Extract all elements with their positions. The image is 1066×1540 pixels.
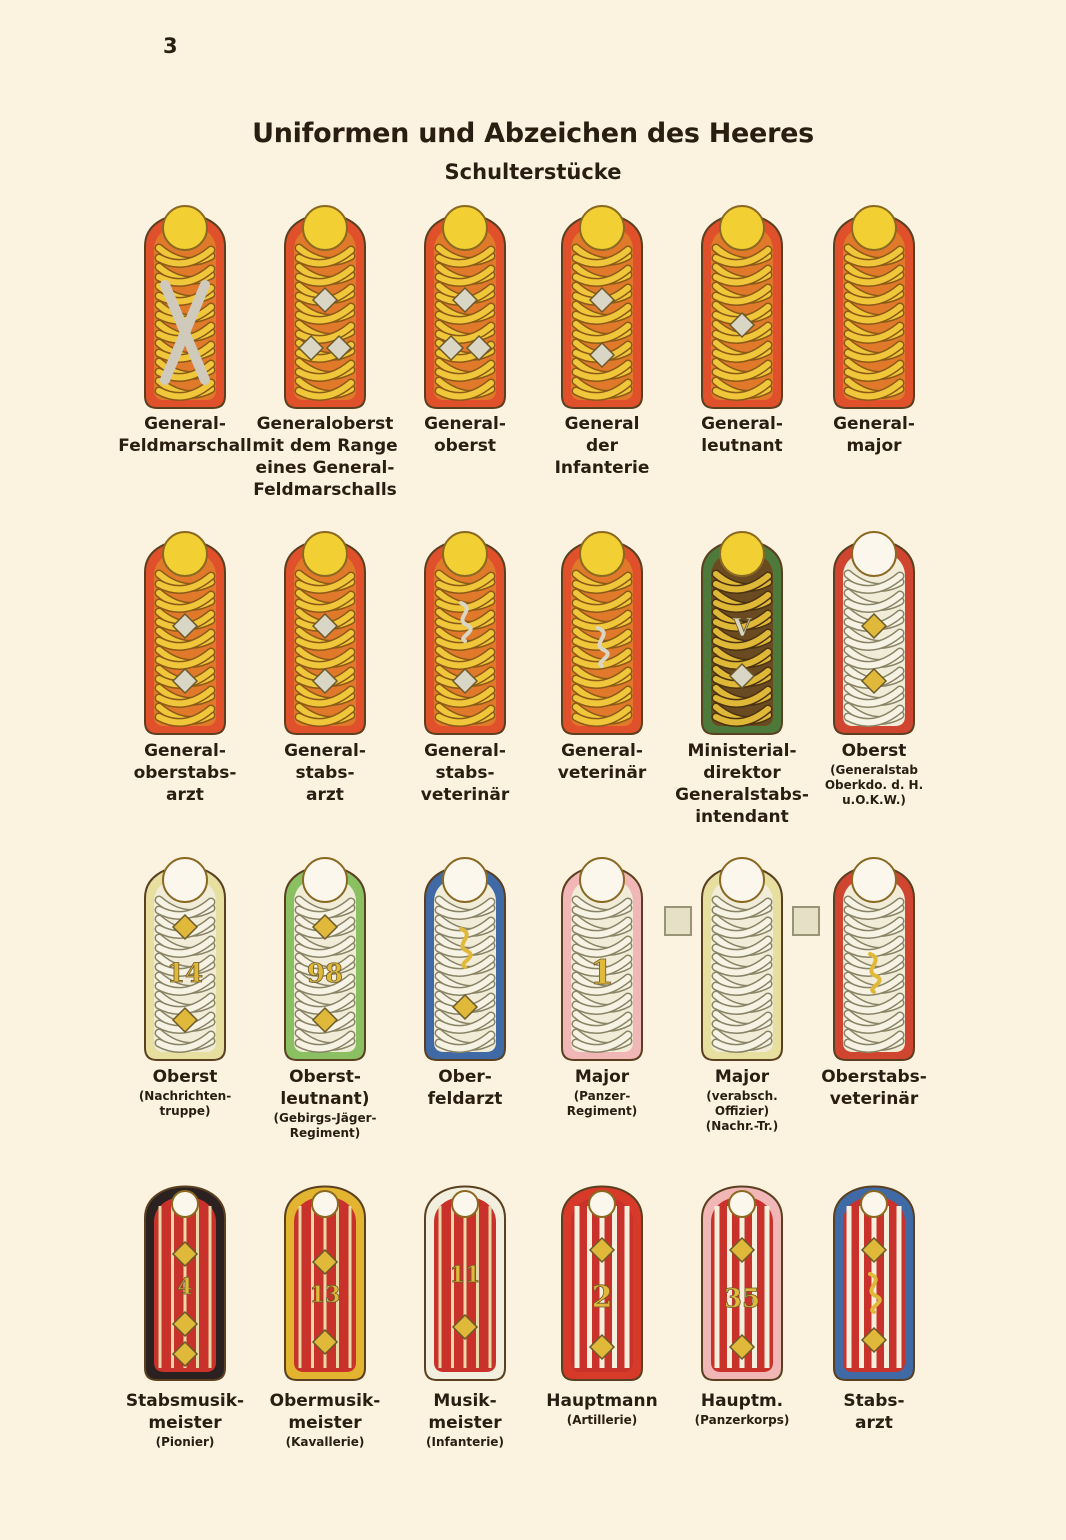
rank-name: Oberstabs- veterinär — [821, 1067, 927, 1109]
button-icon — [720, 206, 764, 250]
rank-name: General- major — [833, 414, 915, 456]
button-icon — [729, 1191, 755, 1217]
button-icon — [852, 206, 896, 250]
rank-name: General- veterinär — [557, 741, 647, 783]
button-icon — [580, 858, 624, 902]
rank-branch-note: (Panzer- Regiment) — [566, 1089, 638, 1118]
rank-name: General- leutnant — [701, 414, 783, 456]
shoulder-board — [275, 842, 375, 1066]
shoulder-board — [824, 516, 924, 740]
button-icon — [303, 532, 347, 576]
shoulder-board — [415, 1162, 515, 1386]
unit-number-icon: 1 — [590, 953, 614, 993]
shoulder-board-icon — [552, 190, 652, 414]
rank-name: General- stabs- arzt — [284, 741, 366, 805]
button-icon — [852, 858, 896, 902]
unit-number-icon: 35 — [723, 1284, 761, 1314]
rank-name: Obermusik- meister — [269, 1391, 381, 1433]
shoulder-board-icon — [824, 1162, 924, 1386]
shoulder-board — [824, 842, 924, 1066]
rank-name: Ministerial- direktor Generalstabs- intendant — [675, 741, 809, 827]
shoulder-board — [275, 1162, 375, 1386]
button-icon — [580, 532, 624, 576]
rank-name: Major — [714, 1067, 770, 1087]
shoulder-board-icon — [552, 842, 652, 1066]
rank-name: Ober- feldarzt — [427, 1067, 503, 1109]
shoulder-board-icon — [275, 842, 375, 1066]
button-icon — [312, 1191, 338, 1217]
unit-number-icon: 98 — [306, 959, 344, 989]
shoulder-board — [692, 842, 792, 1066]
rank-branch-note: (Artillerie) — [566, 1413, 638, 1427]
rank-name: General- Feldmarschall — [118, 414, 252, 456]
shoulder-board-icon — [135, 190, 235, 414]
rank-name: Oberst — [841, 741, 907, 761]
rank-name: General- oberstabs- arzt — [133, 741, 237, 805]
shoulder-board-icon — [824, 516, 924, 740]
shoulder-board-icon — [135, 1162, 235, 1386]
rank-branch-note: (Generalstab Oberkdo. d. H. u.O.K.W.) — [824, 763, 924, 807]
shoulder-board — [824, 190, 924, 414]
unit-number-icon: 14 — [166, 959, 204, 989]
shoulder-board — [415, 190, 515, 414]
shoulder-board — [824, 1162, 924, 1386]
shoulder-board-icon — [275, 1162, 375, 1386]
button-icon — [163, 532, 207, 576]
rank-caption — [789, 413, 959, 457]
rank-name: General- stabs- veterinär — [420, 741, 510, 805]
rank-name: Musik- meister — [428, 1391, 502, 1433]
page-title: Uniformen und Abzeichen des Heeres — [252, 118, 814, 149]
shoulder-board-icon — [275, 190, 375, 414]
button-icon — [861, 1191, 887, 1217]
rank-branch-note: (Pionier) — [155, 1435, 215, 1449]
shoulder-board-icon — [552, 1162, 652, 1386]
rank-branch-note: (Nachrichten- truppe) — [138, 1089, 232, 1118]
shoulder-board — [552, 516, 652, 740]
rank-caption — [789, 1066, 959, 1110]
button-icon — [443, 206, 487, 250]
shoulder-board — [275, 190, 375, 414]
rank-name: Hauptm. — [700, 1391, 784, 1411]
letter-insignia-icon: V — [732, 613, 752, 642]
unit-number-icon: 11 — [449, 1262, 481, 1288]
rank-name: Major — [574, 1067, 630, 1087]
shoulder-board-icon — [692, 842, 792, 1066]
unit-number-icon: 13 — [309, 1282, 341, 1308]
button-icon — [303, 858, 347, 902]
shoulder-board-icon — [415, 516, 515, 740]
shoulder-board — [692, 1162, 792, 1386]
rank-caption — [789, 740, 959, 808]
button-icon — [443, 858, 487, 902]
shoulder-board — [275, 516, 375, 740]
shoulder-board-tab-icon — [792, 906, 820, 936]
shoulder-board — [135, 190, 235, 414]
shoulder-board-icon — [415, 1162, 515, 1386]
shoulder-board — [692, 190, 792, 414]
rank-name: Oberst- leutnant) — [280, 1067, 370, 1109]
shoulder-board-icon — [692, 516, 792, 740]
button-icon — [852, 532, 896, 576]
rank-caption — [789, 1390, 959, 1434]
shoulder-board-icon — [415, 842, 515, 1066]
shoulder-board — [415, 516, 515, 740]
unit-number-icon: 2 — [591, 1280, 613, 1315]
page-number: 3 — [163, 34, 178, 58]
button-icon — [589, 1191, 615, 1217]
shoulder-board — [552, 1162, 652, 1386]
shoulder-board — [552, 190, 652, 414]
shoulder-board — [135, 1162, 235, 1386]
shoulder-board — [415, 842, 515, 1066]
shoulder-board-icon — [824, 842, 924, 1066]
rank-branch-note: (Kavallerie) — [285, 1435, 365, 1449]
shoulder-board-icon — [275, 516, 375, 740]
shoulder-board-tab-icon — [664, 906, 692, 936]
button-icon — [720, 858, 764, 902]
rank-name: Oberst — [152, 1067, 218, 1087]
shoulder-board-icon — [692, 1162, 792, 1386]
button-icon — [580, 206, 624, 250]
shoulder-board — [135, 516, 235, 740]
shoulder-board-icon — [415, 190, 515, 414]
button-icon — [172, 1191, 198, 1217]
rank-branch-note: (Panzerkorps) — [694, 1413, 790, 1427]
button-icon — [443, 532, 487, 576]
rank-name: Generaloberst mit dem Range eines General- Feldmarschalls — [252, 414, 398, 500]
shoulder-board-icon — [552, 516, 652, 740]
rank-branch-note: (Infanterie) — [426, 1435, 504, 1449]
shoulder-board-icon — [692, 190, 792, 414]
button-icon — [163, 206, 207, 250]
shoulder-board-icon — [135, 842, 235, 1066]
rank-name: General der Infanterie — [554, 414, 650, 478]
button-icon — [720, 532, 764, 576]
rank-branch-note: (verabsch. Offizier) (Nachr.-Tr.) — [705, 1089, 779, 1133]
shoulder-board — [552, 842, 652, 1066]
shoulder-board — [135, 842, 235, 1066]
shoulder-board-icon — [824, 190, 924, 414]
page-subtitle: Schulterstücke — [444, 160, 622, 184]
button-icon — [163, 858, 207, 902]
button-icon — [303, 206, 347, 250]
shoulder-board — [692, 516, 792, 740]
rank-branch-note: (Gebirgs-Jäger- Regiment) — [273, 1111, 377, 1140]
button-icon — [452, 1191, 478, 1217]
lyre-icon: 4 — [177, 1274, 193, 1300]
shoulder-board-icon — [135, 516, 235, 740]
rank-name: Hauptmann — [546, 1391, 658, 1411]
rank-name: General- oberst — [424, 414, 506, 456]
rank-name: Stabs- arzt — [843, 1391, 905, 1433]
rank-name: Stabsmusik- meister — [125, 1391, 245, 1433]
